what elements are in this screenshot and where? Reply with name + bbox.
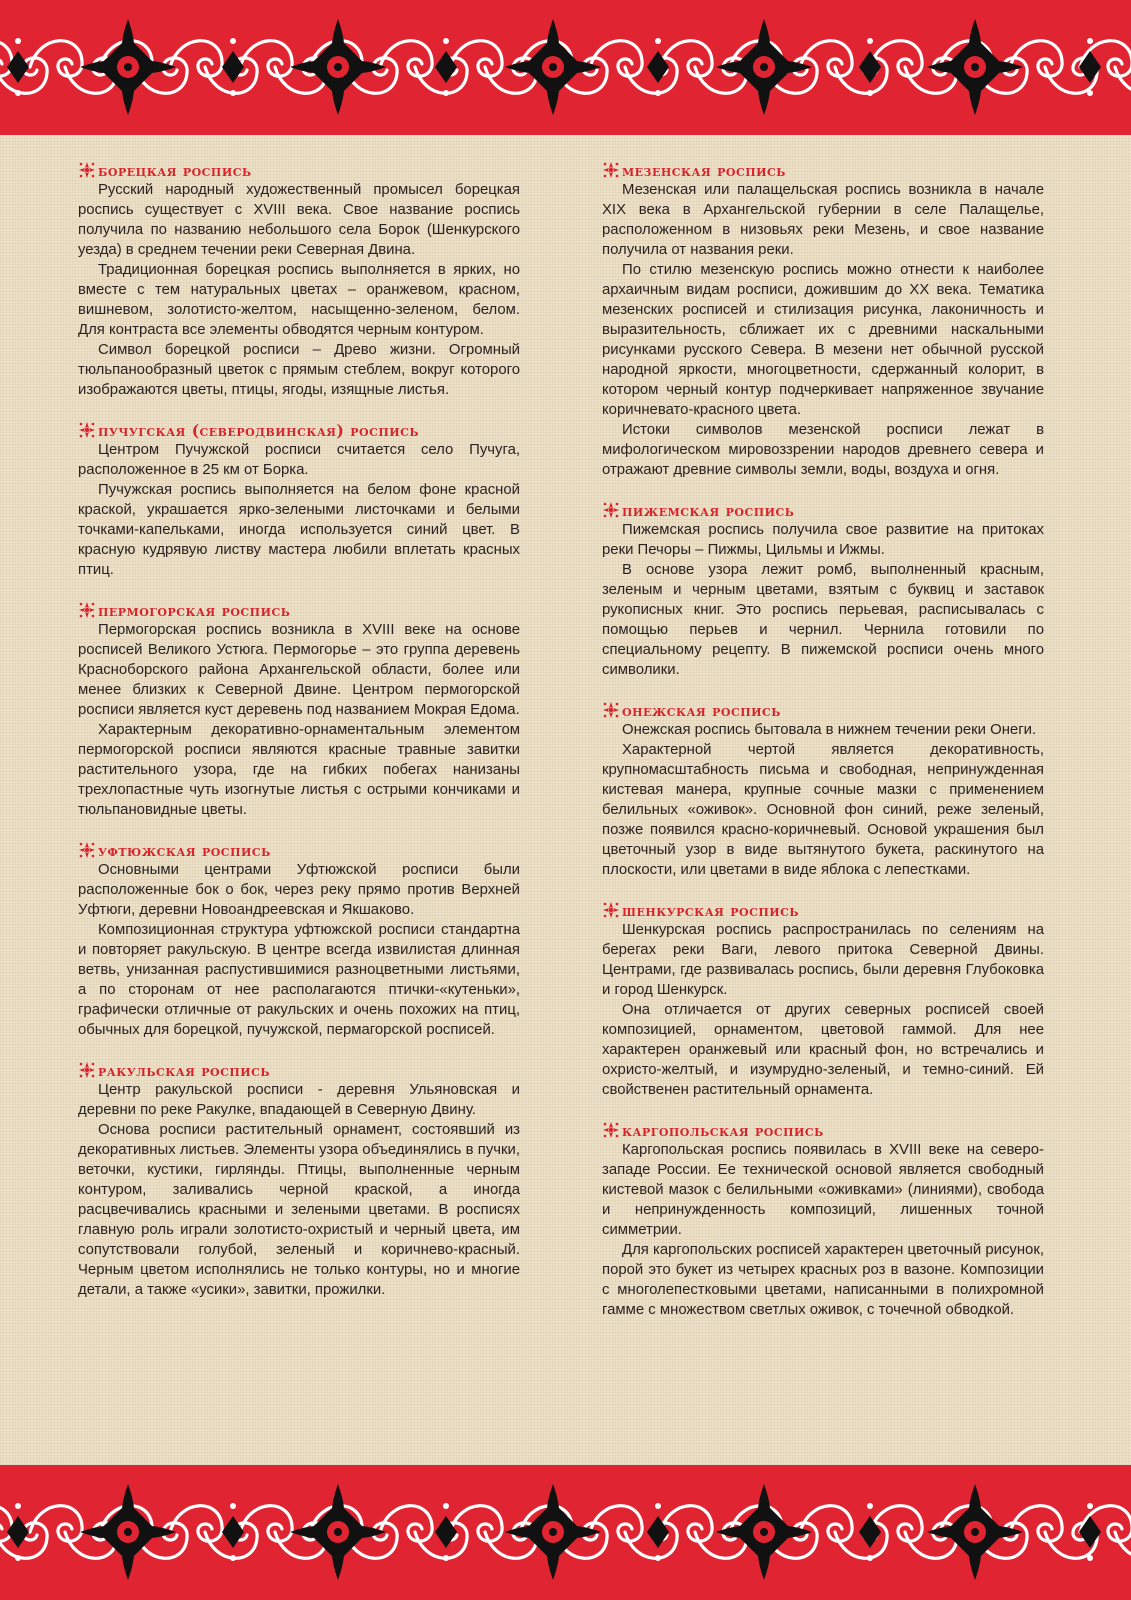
body-paragraph: Мезенская или палащельская роспись возникла в начале XIX века в Архангельской губернии в селе Палащелье, расположенном в низовьях реки Мезень, и свое название получила от названия реки. <box>602 182 1044 258</box>
section-title: пучугская (северодвинская) роспись <box>98 420 419 440</box>
body-paragraph: Символ борецкой росписи – Древо жизни. Огромный тюльпанообразный цветок с прямым стеблем, вокруг которого изображаются цветы, птицы, ягоды, изящные листья. <box>78 342 520 398</box>
section-heading <box>602 1120 1044 1140</box>
rosette-icon <box>78 601 96 619</box>
article-section <box>602 700 1044 880</box>
rosette-icon <box>78 1061 96 1079</box>
body-paragraph: Характерным декоративно-орнаментальным элементом пермогорской росписи являются красные травные завитки растительного узора, где на гибких побегах нанизаны трехлопастные чуть изогнутые листья с острыми кончиками и тюльпановидные цветы. <box>78 722 520 818</box>
bottom-ornament-band <box>0 1465 1131 1600</box>
section-heading <box>78 1060 520 1080</box>
left-column <box>78 160 520 1320</box>
top-ornament-band <box>0 0 1131 135</box>
body-paragraph: Основа росписи растительный орнамент, состоявший из декоративных листьев. Элементы узора объединялись в пучки, веточки, кустики, гирлянды. Птицы, выполненные черным контуром, заливались черной краской, а иногда расцвечивались красными и зелеными цветами. В росписях главную роль играли золотисто-охристый и черный цвета, им сопутствовали голубой, зеленый и коричнево-красный. Черным цветом исполнялись не только контуры, но и многие детали, а также «усики», завитки, прожилки. <box>78 1122 520 1298</box>
section-heading <box>78 160 520 180</box>
section-heading <box>78 420 520 440</box>
body-paragraph: Центр ракульской росписи - деревня Ульяновская и деревни по реке Ракулке, впадающей в Северную Двину. <box>78 1082 520 1118</box>
article-section <box>602 900 1044 1100</box>
rosette-icon <box>602 501 620 519</box>
right-column <box>602 160 1044 1340</box>
section-title: онежская роспись <box>622 700 781 720</box>
article-section <box>78 1060 520 1300</box>
rosette-icon <box>78 421 96 439</box>
body-paragraph: Характерной чертой является декоративность, крупномасштабность письма и свободная, непринужденная кистевая манера, крупные сочные мазки с применением белильных «оживок». Основной фон синий, реже зеленый, позже появился красно-коричневый. Основой украшения был цветочный узор в виде вытянутого букета, раскинутого на плоскости, или цветами в виде яблока с лепестками. <box>602 742 1044 878</box>
body-paragraph: По стилю мезенскую роспись можно отнести к наиболее архаичным видам росписи, дожившим до XX века. Тематика мезенских росписей и стилизация рисунка, лаконичность и выразительность, сближает их с древними наскальными рисунками русского Севера. В мезени нет обычной русской народной яркости, многоцветности, сдержанный колорит, в котором черный контур подчеркивает напряженное звучание коричневато-красного цвета. <box>602 262 1044 418</box>
article-section <box>78 600 520 820</box>
body-paragraph: Пермогорская роспись возникла в XVIII веке на основе росписей Великого Устюга. Пермогорье – это группа деревень Красноборского района Архангельской области, более или менее близких к Северной Двине. Центром пермогорской росписи является куст деревень под названием Мокрая Едома. <box>78 622 520 718</box>
section-title: борецкая роспись <box>98 160 252 180</box>
section-title: пижемская роспись <box>622 500 795 520</box>
section-title: шенкурская роспись <box>622 900 799 920</box>
section-heading <box>78 600 520 620</box>
body-paragraph: Каргопольская роспись появилась в XVIII веке на северо-западе России. Ее технической основой является свободный кистевой мазок с белильными «оживками» (линиями), свобода и непринужденность композиций, лишенных точной симметрии. <box>602 1142 1044 1238</box>
section-heading <box>602 160 1044 180</box>
rosette-icon <box>602 901 620 919</box>
section-title: ракульская роспись <box>98 1060 271 1080</box>
body-paragraph: Композиционная структура уфтюжской росписи стандартна и повторяет ракульскую. В центре всегда извилистая длинная ветвь, унизанная распустившимися разноцветными листьями, а по сторонам от нее располагаются птички-«кутеньки», графически отличные от ракульских и очень похожих на птиц, обычных для борецкой, пучужской, пермагорской росписей. <box>78 922 520 1038</box>
body-paragraph: Пижемская роспись получила свое развитие на притоках реки Печоры – Пижмы, Цильмы и Ижмы. <box>602 522 1044 558</box>
body-paragraph: Шенкурская роспись распространилась по селениям на берегах реки Ваги, левого притока Северной Двины. Центрами, где развивалась роспись, были деревня Глубоковка и город Шенкурск. <box>602 922 1044 998</box>
section-heading <box>602 900 1044 920</box>
rosette-icon <box>602 701 620 719</box>
body-paragraph: Центром Пучужской росписи считается село Пучуга, расположенное в 25 км от Борка. <box>78 442 520 478</box>
section-title: пермогорская роспись <box>98 600 291 620</box>
rosette-icon <box>602 1121 620 1139</box>
body-paragraph: Основными центрами Уфтюжской росписи были расположенные бок о бок, через реку прямо против Верхней Уфтюги, деревни Новоандреевская и Якшаково. <box>78 862 520 918</box>
article-section <box>78 420 520 580</box>
section-title: уфтюжская роспись <box>98 840 271 860</box>
body-paragraph: Пучужская роспись выполняется на белом фоне красной краской, украшается ярко-зелеными листочками и белыми точками-капельками, иногда используется синий цвет. В красную кудрявую листву мастера любили вплетать красных птиц. <box>78 482 520 578</box>
article-section <box>602 500 1044 680</box>
body-paragraph: Онежская роспись бытовала в нижнем течении реки Онеги. <box>622 722 1037 738</box>
body-paragraph: Она отличается от других северных росписей своей композицией, орнаментом, цветовой гаммой. Для нее характерен оранжевый или красный фон, но встречались и охристо-желтый, и изумрудно-зеленый, и темно-синий. Ей свойственен растительный орнамента. <box>602 1002 1044 1098</box>
article-section <box>78 840 520 1040</box>
body-paragraph: Традиционная борецкая роспись выполняется в ярких, но вместе с тем натуральных цветах – оранжевом, красном, вишневом, золотисто-желтом, насыщенно-зеленом, белом. Для контраста все элементы обводятся черным контуром. <box>78 262 520 338</box>
section-title: мезенская роспись <box>622 160 786 180</box>
section-heading <box>78 840 520 860</box>
section-title: каргопольская роспись <box>622 1120 824 1140</box>
rosette-icon <box>602 161 620 179</box>
body-paragraph: Русский народный художественный промысел борецкая роспись существует с XVIII века. Свое название роспись получила по названию небольшого села Борок (Шенкурского уезда) в среднем течении реки Северная Двина. <box>78 182 520 258</box>
article-section <box>78 160 520 400</box>
body-paragraph: Для каргопольских росписей характерен цветочный рисунок, порой это букет из четырех красных роз в вазоне. Композиции с многолепестковыми цветами, написанными в полихромной гамме с множеством светлых оживок, с точечной обводкой. <box>602 1242 1044 1318</box>
folk-ornament-pattern <box>0 0 1131 135</box>
rosette-icon <box>78 161 96 179</box>
folk-ornament-pattern <box>0 1465 1131 1600</box>
rosette-icon <box>78 841 96 859</box>
article-section <box>602 160 1044 480</box>
section-heading <box>602 700 1044 720</box>
body-paragraph: Истоки символов мезенской росписи лежат в мифологическом мировоззрении народов древнего севера и отражают древние символы земли, воды, воздуха и огня. <box>602 422 1044 478</box>
section-heading <box>602 500 1044 520</box>
article-section <box>602 1120 1044 1320</box>
body-paragraph: В основе узора лежит ромб, выполненный красным, зеленым и черным цветами, взятым с буквиц и заставок рукописных книг. Это роспись перьевая, расписывалась с помощью перьев и чернил. Чернила готовили по специальному рецепту. В пижемской росписи очень много символики. <box>602 562 1044 678</box>
